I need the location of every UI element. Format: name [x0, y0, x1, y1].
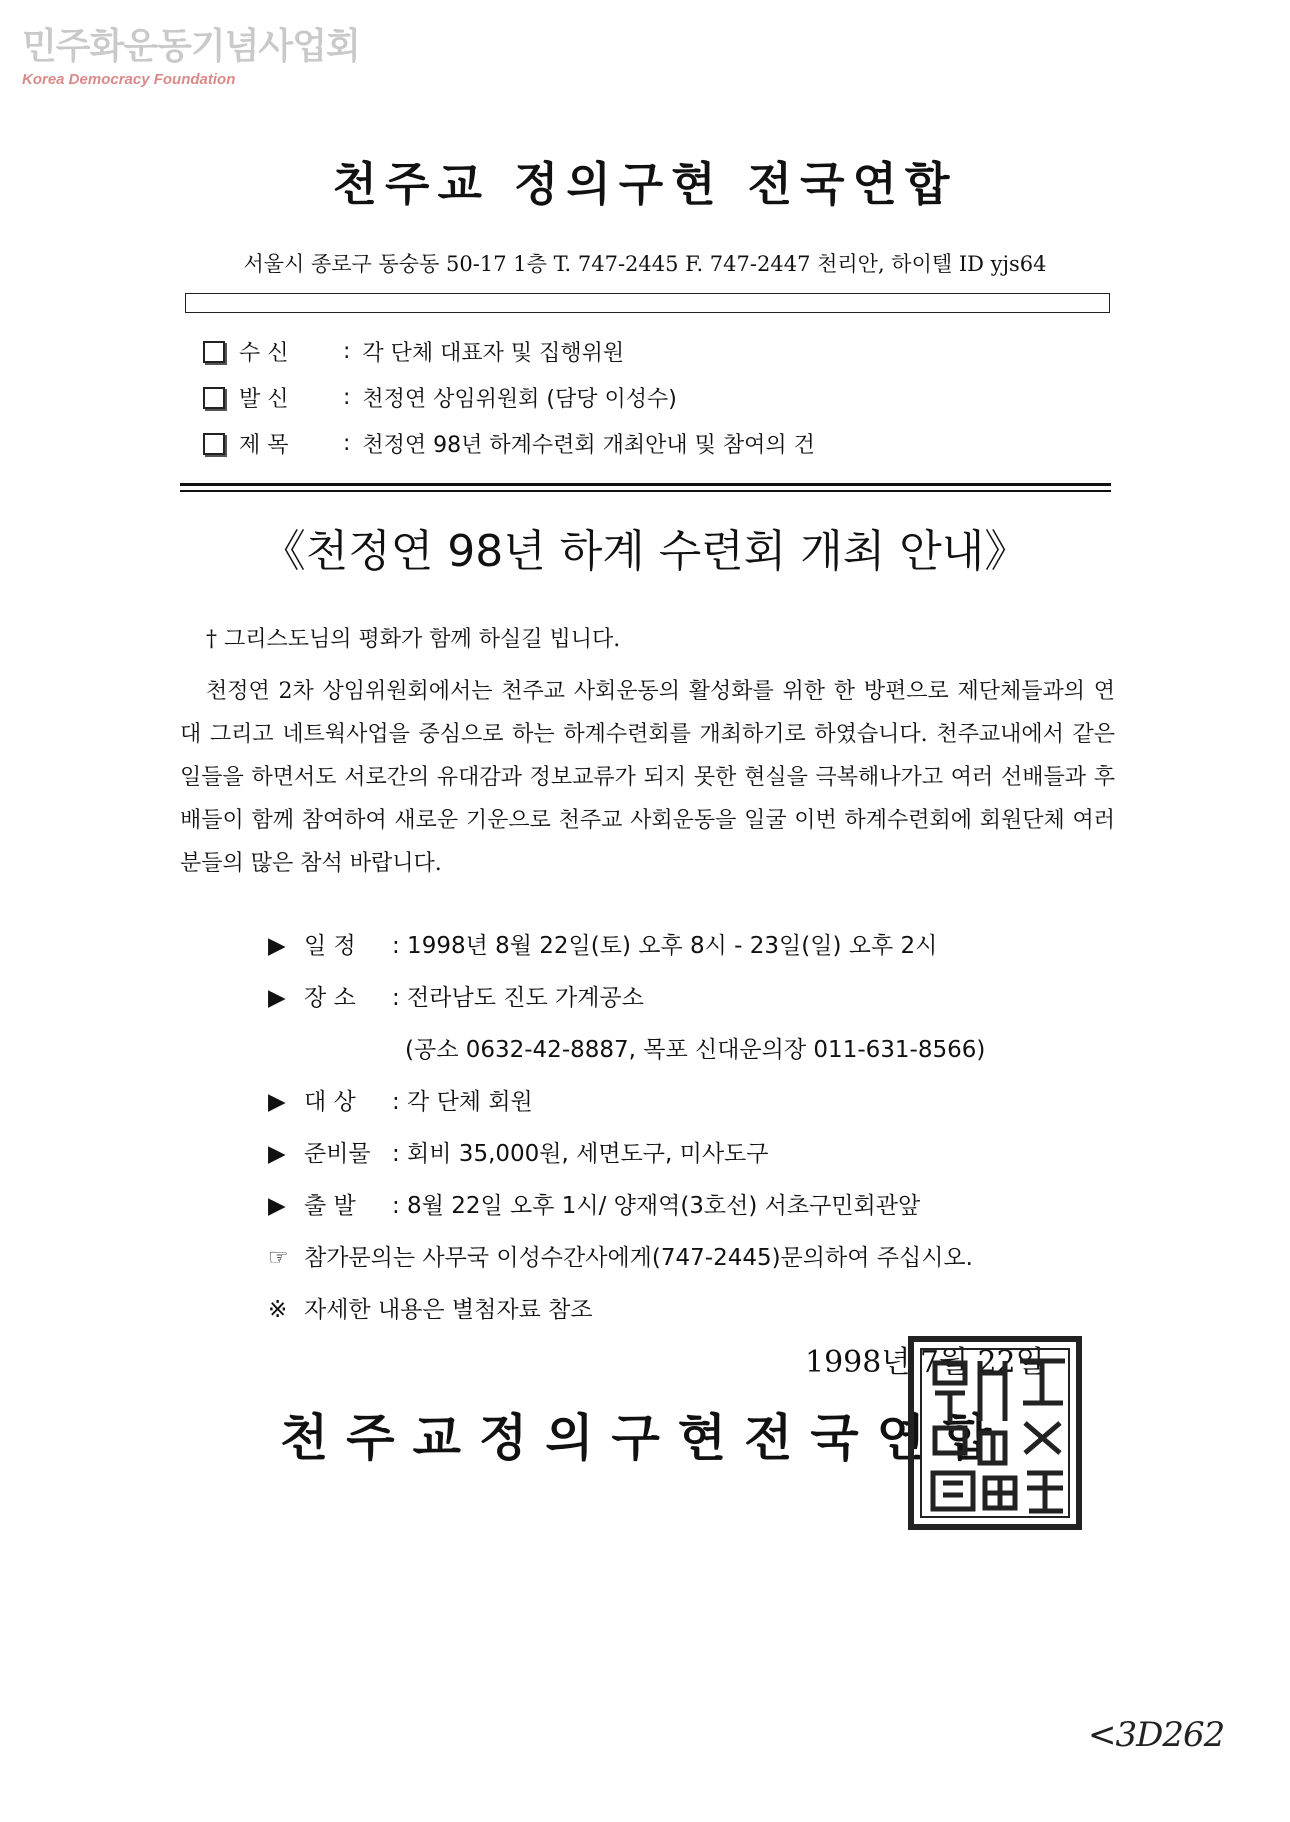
- detail-label: 장 소: [304, 985, 356, 1011]
- detail-value: (공소 0632-42-8887, 목포 신대운의장 011-631-8566): [405, 1037, 986, 1063]
- detail-label: 대 상: [304, 1089, 356, 1115]
- greeting: † 그리스도님의 평화가 함께 하실길 빕니다.: [206, 627, 621, 652]
- checkbox-icon: [203, 341, 225, 363]
- checkbox-icon: [203, 433, 225, 455]
- detail-departure: [268, 1187, 920, 1220]
- watermark-english: Korea Democracy Foundation: [22, 71, 236, 88]
- arrow-icon: ▶: [268, 1141, 286, 1167]
- detail-value: : 1998년 8월 22일(토) 오후 8시 - 23일(일) 오후 2시: [392, 933, 938, 959]
- meta-label: 발 신: [239, 387, 289, 412]
- document-date: 1998년 7월 22일: [805, 1345, 1045, 1380]
- detail-place-contact: [405, 1031, 985, 1064]
- detail-inquiry: [268, 1239, 973, 1272]
- organization-title: 천주교 정의구현 전국연합: [332, 157, 958, 211]
- detail-target: [268, 1083, 533, 1116]
- pointing-hand-icon: ☞: [268, 1245, 289, 1271]
- detail-value: : 전라남도 진도 가계공소: [392, 985, 644, 1011]
- detail-schedule: [268, 927, 937, 960]
- watermark-korean: 민주화운동기념사업회: [22, 26, 360, 67]
- meta-label: 수 신: [239, 341, 289, 366]
- reference-mark-icon: ※: [268, 1297, 288, 1323]
- detail-place: [268, 979, 644, 1012]
- meta-separator: :: [343, 431, 351, 456]
- meta-value: 각 단체 대표자 및 집행위원: [362, 341, 625, 366]
- detail-value: : 8월 22일 오후 1시/ 양재역(3호선) 서초구민회관앞: [392, 1193, 921, 1219]
- meta-label: 제 목: [239, 433, 289, 458]
- handwritten-note: <3D262: [1088, 1715, 1225, 1755]
- address-rule-box: [185, 293, 1110, 313]
- detail-label: 출 발: [304, 1193, 356, 1219]
- watermark: [22, 18, 360, 88]
- divider-bottom: [180, 490, 1111, 492]
- detail-supplies: [268, 1135, 769, 1168]
- notice-title: 《천정연 98년 하계 수련회 개최 안내》: [261, 526, 1029, 577]
- meta-separator: :: [343, 385, 351, 410]
- official-seal-icon: [905, 1333, 1085, 1533]
- detail-value: 참가문의는 사무국 이성수간사에게(747-2445)문의하여 주십시오.: [304, 1245, 973, 1271]
- divider-top: [180, 483, 1111, 486]
- meta-separator: :: [343, 339, 351, 364]
- arrow-icon: ▶: [268, 1089, 286, 1115]
- checkbox-icon: [203, 387, 225, 409]
- arrow-icon: ▶: [268, 985, 286, 1011]
- arrow-icon: ▶: [268, 1193, 286, 1219]
- signature: 천주교정의구현전국연합: [280, 1408, 1010, 1467]
- meta-sender: [203, 382, 677, 413]
- detail-reference: [268, 1291, 593, 1324]
- detail-value: 자세한 내용은 별첨자료 참조: [304, 1297, 593, 1323]
- meta-value: 천정연 상임위원회 (담당 이성수): [362, 387, 677, 412]
- detail-value: : 회비 35,000원, 세면도구, 미사도구: [392, 1141, 769, 1167]
- address-line: 서울시 종로구 동숭동 50-17 1층 T. 747-2445 F. 747-2447 천리안, 하이텔 ID yjs64: [243, 252, 1047, 276]
- meta-recipient: [203, 336, 624, 367]
- detail-label: 일 정: [304, 933, 356, 959]
- arrow-icon: ▶: [268, 933, 286, 959]
- body-paragraph: 천정연 2차 상임위원회에서는 천주교 사회운동의 활성화를 위한 한 방편으로 제단체들과의 연대 그리고 네트웍사업을 중심으로 하는 하계수련회를 개최하기로 하였습니다. 천주교내에서 같은 일들을 하면서도 서로간의 유대감과 정보교류가 되지 못한 현실을 극복해나가고 여러 선배들과 후배들이 함께 참여하여 새로운 기운으로 천주교 사회운동을 일굴 이번 하계수련회에 회원단체 여러분들의 많은 참석 바랍니다.: [180, 679, 1115, 876]
- meta-value: 천정연 98년 하계수련회 개최안내 및 참여의 건: [362, 433, 815, 458]
- meta-subject: [203, 428, 815, 459]
- detail-label: 준비물: [304, 1141, 371, 1167]
- detail-value: : 각 단체 회원: [392, 1089, 533, 1115]
